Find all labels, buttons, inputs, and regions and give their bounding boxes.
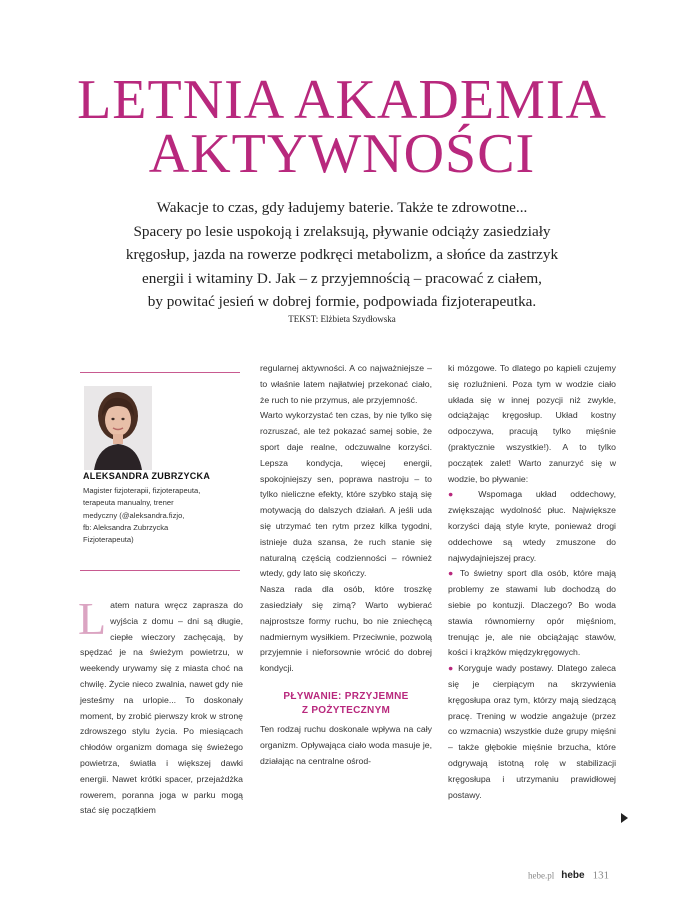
author-bio-line: terapeuta manualny, trener (83, 498, 174, 508)
lead-line: Wakacje to czas, gdy ładujemy baterie. Także te zdrowotne... (156, 199, 528, 216)
author-bio-line: Fizjoterapeuta) (83, 535, 134, 545)
body-text: atem natura wręcz zaprasza do wyjścia z domu – dni są długie, ciepłe wieczory zachęcają, by spędzać je na świeżym powietrzu, w weekendy urywamy się z miasta choć na chwilę. Życie nieco zwalnia, nawet gdy nie jesteśmy na urlopie... To doskonały moment, by zrobić pierwszy krok w stronę zdrowszego stylu życia. Po miesiącach chłodów organizm domaga się świeżego powietrza, światła i większej dawki energii. Nawet krótki spacer, przejażdżka rowerem, poranna joga w parku mogą stać się początkiem (80, 600, 243, 816)
body-paragraph: ki mózgowe. To dlatego po kąpieli czujemy się rozluźnieni. Poza tym w wodzie ciało układa się w innej pozycji niż zwykle, odciążając kręgosłup. Układ kostny odpoczywa, pracują tylko mięśnie (praktycznie wszystkie!). A to tylko początek zalet! Warto zanurzyć się w wodzie, bo pływanie: (448, 363, 616, 484)
lead-line: by powitać jesień w dobrej formie, podpowiada fizjoterapeutka. (147, 293, 537, 310)
author-box-bottom-rule (80, 570, 240, 571)
author-box-top-rule (80, 372, 240, 373)
bullet-text: Koryguje wady postawy. Dlatego zaleca się je cierpiącym na skrzywienia kręgosłupa oraz tym, którzy mają siedzącą pracę. Trening w wodzie angażuje (przez co wzmacnia) wszystkie duże grupy mięśni – także głębokie mięśnie brzucha, które odgrywają istotną rolę w stabilizacji kręgosłupa i utrzymaniu prawidłowej postawy. (448, 663, 616, 800)
page-number: 131 (592, 869, 610, 882)
footer-brand-logo: hebe (561, 869, 585, 881)
bullet-item (448, 487, 616, 566)
body-column-2 (260, 361, 432, 769)
bullet-text: Wspomaga układ oddechowy, zwiększając wydolność płuc. Największe korzyści dają style kryte, ponieważ drogi oddechowe są wtedy zmuszone do najwydajniejszej pracy. (448, 489, 616, 563)
article-title-line-2: AKTYWNOŚCI (148, 123, 536, 185)
bullet-dot-icon: ● (448, 568, 456, 579)
author-bio-line: Magister fizjoterapii, fizjoterapeuta, (83, 486, 201, 495)
subheading-line: Z POŻYTECZNYM (301, 704, 391, 716)
author-bio-line: fb: Aleksandra Zubrzycka (83, 522, 169, 532)
page-footer (528, 866, 609, 884)
bullet-text: To świetny sport dla osób, które mają problemy ze stawami lub dochodzą do siebie po kontuzji. Dlaczego? Bo woda stawia równomierny opór mięśniom, trenując je, ale nie obciążając stawów, kości i krążków międzykręgowych. (448, 568, 616, 658)
author-bio (83, 485, 243, 546)
lead-line: kręgosłup, jazda na rowerze podkręci metabolizm, a słońce da zastrzyk (125, 246, 559, 263)
author-bio-line: medyczny (@aleksandra.fizjo, (83, 510, 185, 520)
byline: TEKST: Elżbieta Szydłowska (288, 314, 396, 324)
author-name: ALEKSANDRA ZUBRZYCKA (83, 471, 211, 481)
bullet-dot-icon: ● (448, 663, 455, 674)
author-portrait-image (84, 386, 152, 470)
body-column-1 (78, 593, 243, 819)
continue-arrow-icon (621, 813, 628, 823)
article-title-line-1: LETNIA AKADEMIA (77, 69, 607, 131)
body-paragraph: regularnej aktywności. A co najważniejsze – to właśnie latem najłatwiej przekonać ciało, że ruch to nie przymus, ale przyjemność. (260, 363, 432, 405)
bullet-item (448, 661, 616, 803)
bullet-item (448, 566, 616, 661)
author-photo (84, 386, 152, 470)
body-paragraph: Ten rodzaj ruchu doskonale wpływa na cały organizm. Opływająca ciało woda masuje je, działając na centralne ośrod- (260, 723, 432, 766)
lead-paragraph (60, 196, 624, 314)
lead-line: Spacery po lesie uspokoją i zrelaksują, pływanie odciąży zasiedziały (133, 222, 551, 240)
body-column-3 (448, 361, 616, 803)
subheading-line: PŁYWANIE: PRZYJEMNE (283, 690, 409, 702)
drop-cap: L (78, 593, 107, 644)
body-paragraph: Warto wykorzystać ten czas, by nie tylko się rozruszać, ale też pokazać samej sobie, że sport daje realne, odczuwalne korzyści. Lepsza kondycja, więcej energii, spokojniejszy sen, poprawa nastroju – to tylko nieliczne efekty, które szybko stają się motywacją do dalszych działań. A jeśli uda się utrzymać ten rytm przez kilka tygodni, istnieje duża szansa, że ruch stanie się naturalną częścią codzienności – również wtedy, gdy lato się skończy. (260, 410, 432, 579)
bullet-dot-icon: ● (448, 489, 465, 500)
footer-site: hebe.pl (528, 870, 555, 881)
section-subheading (260, 690, 432, 718)
body-paragraph: Nasza rada dla osób, które troszkę zasiedziały się zimą? Warto wybierać najprostsze formy ruchu, bo nie zniechęcą nadmiernym wysiłkiem. Przeciwnie, pozwolą przyjemnie i nieforsownie wrócić do dobrej kondycji. (260, 584, 432, 674)
lead-line: energii i witaminy D. Jak – z przyjemnością – pracować z ciałem, (142, 269, 542, 287)
